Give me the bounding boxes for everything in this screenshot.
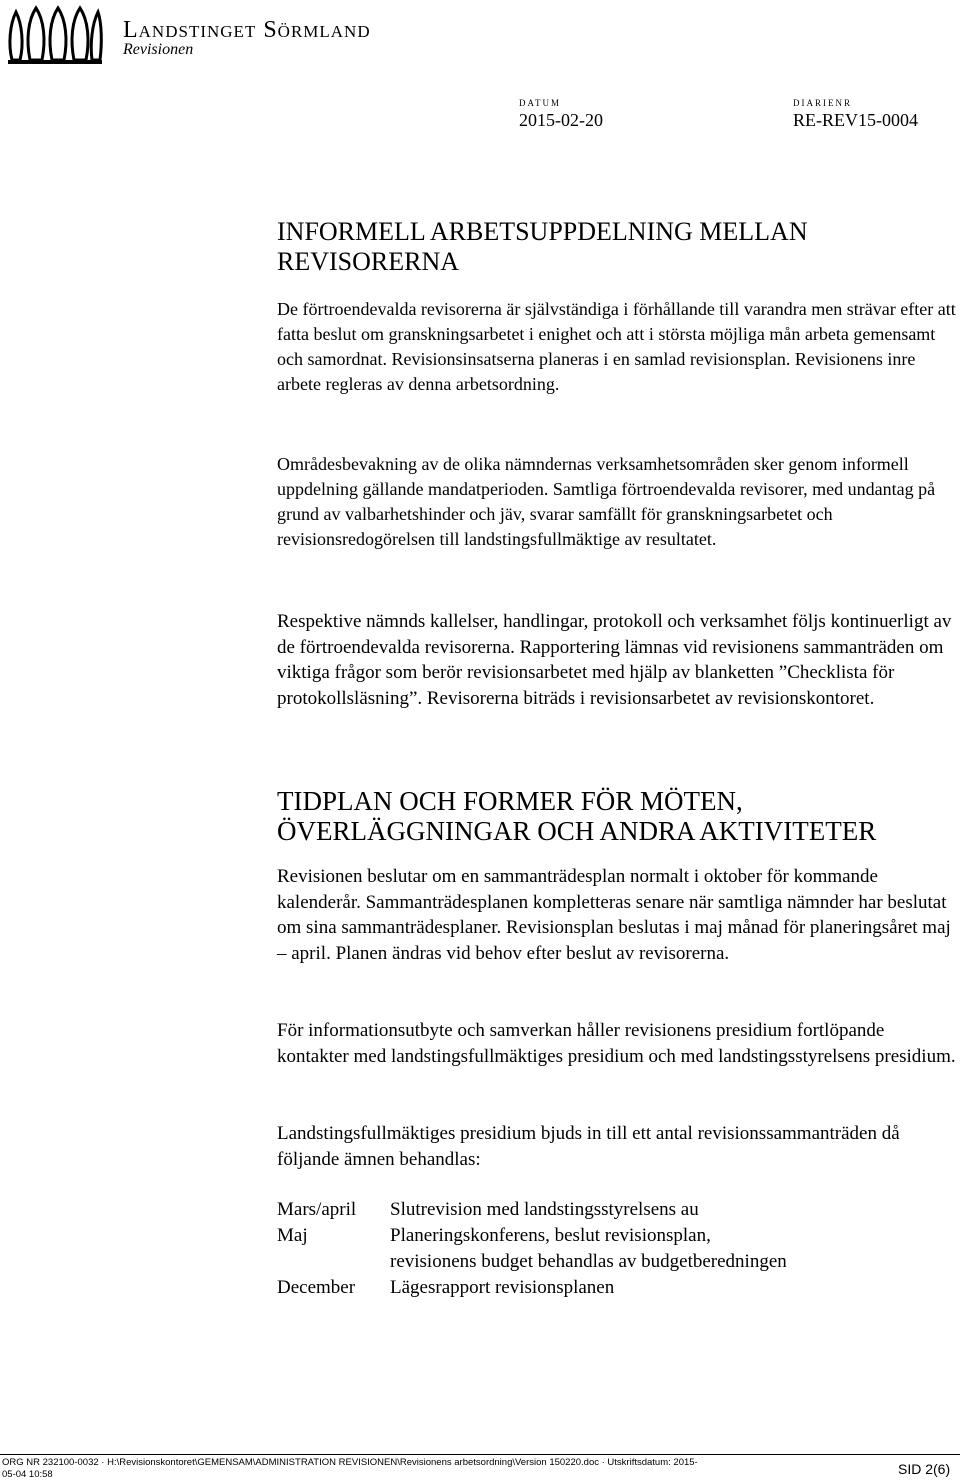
paragraph: För informationsutbyte och samverkan håller revisionens presidium fortlöpande kontakter med landstingsfullmäktiges presidium och med landstingsstyrelsens presidium. — [277, 1020, 956, 1067]
section-heading-arbetsuppdelning: INFORMELL ARBETSUPPDELNING MELLAN REVISORERNA — [277, 217, 808, 276]
schedule-period: December — [277, 1277, 356, 1298]
unit-name: Revisionen — [123, 41, 194, 58]
diary-number-value: RE-REV15-0004 — [793, 110, 918, 130]
schedule-row — [277, 1275, 957, 1301]
section-heading-line: ÖVERLÄGGNINGAR OCH ANDRA AKTIVITETER — [277, 816, 877, 846]
paragraph: Områdesbevakning av de olika nämndernas verksamhetsområden sker genom informell uppdelning gällande mandatperioden. Samtliga förtroendevalda revisorer, med undantag på grund av valbarhetshinder och jäv, svarar samfällt för granskningsarbetet och revisionsredogörelsen till landstingsfullmäktige av resultatet. — [277, 454, 936, 549]
date-label: DATUM — [519, 98, 562, 108]
landsting-logo-icon — [4, 4, 104, 66]
schedule-topic: Planeringskonferens, beslut revisionsplan, — [390, 1225, 711, 1246]
schedule-period: Mars/april — [277, 1199, 357, 1220]
organization-name: Landstinget Sörmland — [123, 17, 371, 43]
schedule-topic: Lägesrapport revisionsplanen — [390, 1277, 615, 1298]
schedule-topic: revisionens budget behandlas av budgetberedningen — [390, 1251, 787, 1272]
schedule-period: Maj — [277, 1225, 308, 1246]
paragraph: Landstingsfullmäktiges presidium bjuds in till ett antal revisionssammanträden då följande ämnen behandlas: — [277, 1123, 900, 1170]
schedule-period — [277, 1249, 390, 1275]
paragraph: Respektive nämnds kallelser, handlingar, protokoll och verksamhet följs kontinuerligt av de förtroendevalda revisorerna. Rapportering lämnas vid revisionens sammanträden om viktiga frågor som berör revisionsarbetet med hjälp av blanketten ”Checklista för protokollsläsning”. Revisorerna biträds i revisionsarbetet av revisionskontoret. — [277, 611, 952, 709]
schedule-row — [277, 1249, 957, 1275]
schedule-row — [277, 1197, 957, 1223]
diary-number-label: DIARIENR — [793, 98, 852, 108]
page-number: SID 2(6) — [898, 1461, 951, 1477]
schedule-row — [277, 1223, 957, 1249]
paragraph: De förtroendevalda revisorerna är självständiga i förhållande till varandra men strävar efter att fatta beslut om granskningsarbetet i enighet och att i största möjliga mån arbeta gemensamt och samordnat. Revisionsinsatserna planeras i en samlad revisionsplan. Revisionens inre arbete regleras av denna arbetsordning. — [277, 299, 956, 394]
meeting-schedule — [277, 1197, 957, 1301]
schedule-topic: Slutrevision med landstingsstyrelsens au — [390, 1199, 699, 1220]
date-value: 2015-02-20 — [519, 110, 603, 130]
footer-document-info: ORG NR 232100-0032 · H:\Revisionskontoret\GEMENSAM\ADMINISTRATION REVISIONEN\Revisionens arbetsordning\Version 150220.doc · Utskriftsdatum: 2015-05-04 10:58 — [2, 1457, 698, 1480]
footer-divider — [0, 1454, 960, 1455]
paragraph: Revisionen beslutar om en sammanträdesplan normalt i oktober för kommande kalenderår. Sammanträdesplanen kompletteras senare när samtliga nämnder har beslutat om sina sammanträdesplaner. Revisionsplan beslutas i maj månad för planeringsåret maj – april. Planen ändras vid behov efter beslut av revisorerna. — [277, 866, 951, 964]
section-heading-tidplan — [277, 786, 957, 846]
section-heading-line: TIDPLAN OCH FORMER FÖR MÖTEN, — [277, 786, 743, 816]
